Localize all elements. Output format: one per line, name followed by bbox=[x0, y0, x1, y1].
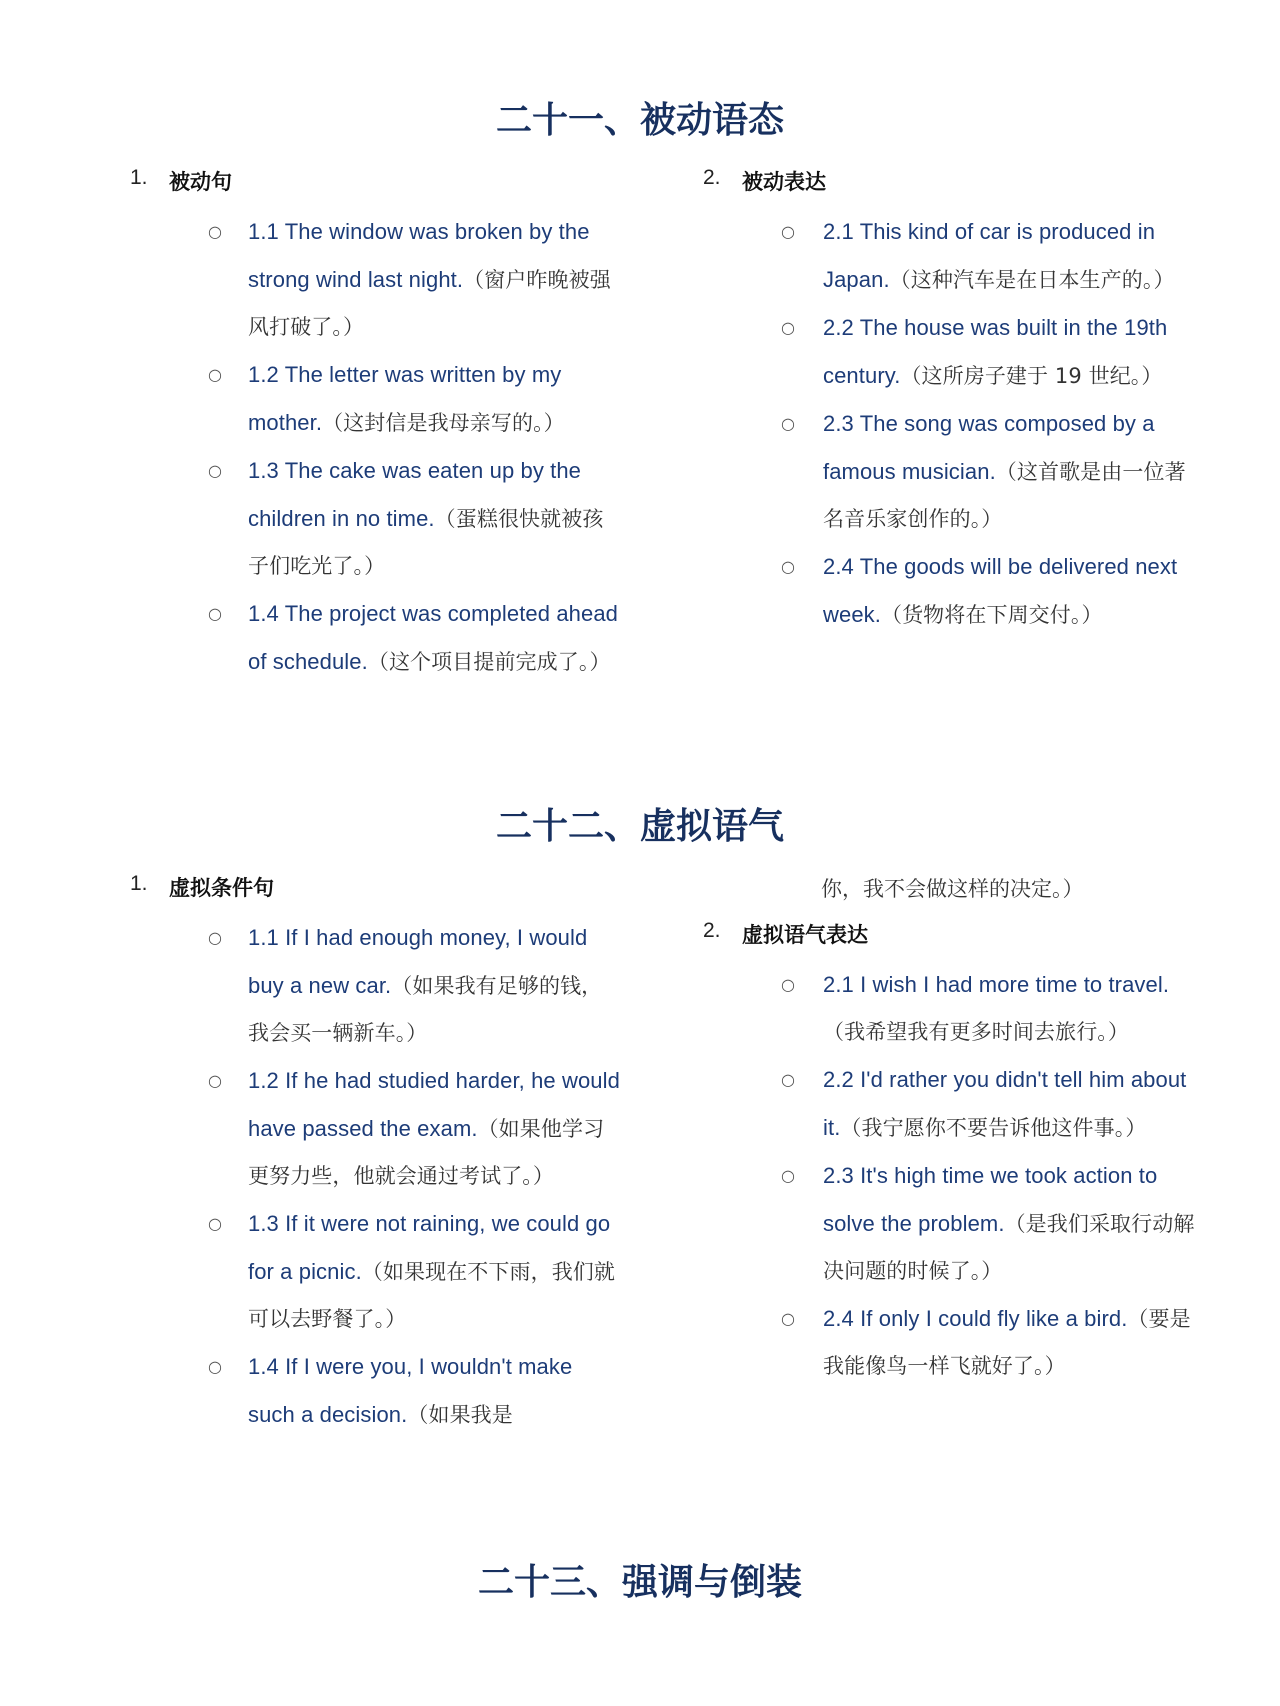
chinese-translation: （货物将在下周交付。） bbox=[880, 603, 1103, 627]
category-number: 2. bbox=[703, 166, 721, 189]
category-number: 1. bbox=[130, 872, 148, 895]
english-sentence: 2.4 If only I could fly like a bird. bbox=[823, 1306, 1128, 1331]
chinese-translation: （是我们采取行动解决问题的时候了。） bbox=[823, 1212, 1195, 1283]
circle-bullet-icon: ○ bbox=[208, 1357, 222, 1376]
circle-bullet-icon: ○ bbox=[208, 604, 222, 623]
chinese-translation: （这所房子建于 19 世纪。） bbox=[900, 364, 1163, 388]
english-sentence: 2.4 The goods will be delivered next week. bbox=[823, 554, 1178, 627]
chinese-translation: 你，我不会做这样的决定。） bbox=[821, 877, 1084, 901]
category-heading bbox=[703, 913, 1223, 959]
english-sentence: 1.1 The window was broken by the strong wind last night. bbox=[248, 219, 590, 292]
chinese-translation: （这封信是我母亲写的。） bbox=[322, 411, 565, 435]
category-label: 被动句 bbox=[169, 170, 232, 194]
category-number: 1. bbox=[130, 166, 148, 189]
chinese-translation: （要是我能像鸟一样飞就好了。） bbox=[823, 1307, 1191, 1378]
circle-bullet-icon: ○ bbox=[781, 1166, 795, 1185]
section-title: 二十三、强调与倒装 bbox=[477, 1562, 802, 1603]
circle-bullet-icon: ○ bbox=[781, 1309, 795, 1328]
category-label: 虚拟条件句 bbox=[169, 876, 274, 900]
list-item bbox=[130, 1057, 620, 1200]
circle-bullet-icon: ○ bbox=[781, 975, 795, 994]
category-label: 虚拟语气表达 bbox=[742, 923, 868, 947]
section-21-left-column bbox=[130, 160, 650, 686]
english-sentence: 2.1 This kind of car is produced in Japan. bbox=[823, 219, 1156, 292]
circle-bullet-icon: ○ bbox=[781, 557, 795, 576]
section-22-right-column bbox=[703, 866, 1223, 1390]
continued-translation bbox=[703, 866, 1193, 913]
chinese-translation: （这种汽车是在日本生产的。） bbox=[889, 268, 1175, 292]
english-sentence: 1.4 The project was completed ahead of schedule. bbox=[248, 601, 618, 674]
english-sentence: 1.3 The cake was eaten up by the children in no time. bbox=[248, 458, 582, 531]
circle-bullet-icon: ○ bbox=[208, 1214, 222, 1233]
english-sentence: 2.1 I wish I had more time to travel. bbox=[823, 972, 1170, 997]
list-item bbox=[703, 400, 1195, 543]
list-item bbox=[703, 961, 1195, 1056]
list-item bbox=[703, 1295, 1195, 1390]
list-item bbox=[703, 1056, 1195, 1152]
list-item bbox=[703, 304, 1195, 400]
category-number: 2. bbox=[703, 919, 721, 942]
chinese-translation: （这个项目提前完成了。） bbox=[367, 650, 611, 674]
circle-bullet-icon: ○ bbox=[208, 461, 222, 480]
list-item bbox=[130, 1200, 620, 1343]
list-item bbox=[703, 208, 1195, 304]
english-sentence: 1.3 If it were not raining, we could go for a picnic. bbox=[248, 1211, 611, 1284]
english-sentence: 1.1 If I had enough money, I would buy a new car. bbox=[248, 925, 588, 998]
section-22-left-column bbox=[130, 866, 650, 1439]
chinese-translation: （如果我是 bbox=[407, 1403, 513, 1427]
circle-bullet-icon: ○ bbox=[781, 414, 795, 433]
list-item bbox=[130, 1343, 620, 1439]
chinese-translation: （我希望我有更多时间去旅行。） bbox=[823, 1020, 1129, 1044]
list-item bbox=[130, 590, 620, 686]
category-heading bbox=[130, 866, 650, 912]
section-21-right-column bbox=[703, 160, 1223, 639]
circle-bullet-icon: ○ bbox=[208, 1071, 222, 1090]
english-sentence: 2.2 The house was built in the 19th century. bbox=[823, 315, 1168, 388]
list-item bbox=[130, 208, 620, 351]
list-item bbox=[130, 914, 620, 1057]
list-item bbox=[130, 447, 620, 590]
chinese-translation: （窗户昨晚被强风打破了。） bbox=[248, 268, 611, 339]
chinese-translation: （如果现在不下雨，我们就可以去野餐了。） bbox=[248, 1260, 615, 1331]
circle-bullet-icon: ○ bbox=[208, 365, 222, 384]
english-sentence: 2.2 I'd rather you didn't tell him about it. bbox=[823, 1067, 1187, 1140]
english-sentence: 2.3 It's high time we took action to solve the problem. bbox=[823, 1163, 1158, 1236]
list-item bbox=[703, 1152, 1195, 1295]
category-heading bbox=[703, 160, 1223, 206]
english-sentence: 1.2 The letter was written by my mother. bbox=[248, 362, 562, 435]
section-title: 二十二、虚拟语气 bbox=[495, 806, 784, 847]
english-sentence: 2.3 The song was composed by a famous musician. bbox=[823, 411, 1155, 484]
list-item bbox=[703, 543, 1195, 639]
circle-bullet-icon: ○ bbox=[781, 222, 795, 241]
chinese-translation: （我宁愿你不要告诉他这件事。） bbox=[840, 1116, 1147, 1140]
category-heading bbox=[130, 160, 650, 206]
chinese-translation: （如果我有足够的钱，我会买一辆新车。） bbox=[248, 974, 603, 1045]
english-sentence: 1.4 If I were you, I wouldn't make such a decision. bbox=[248, 1354, 573, 1427]
chinese-translation: （这首歌是由一位著名音乐家创作的。） bbox=[823, 460, 1186, 531]
english-sentence: 1.2 If he had studied harder, he would have passed the exam. bbox=[248, 1068, 620, 1141]
category-label: 被动表达 bbox=[742, 170, 826, 194]
list-item bbox=[130, 351, 620, 447]
circle-bullet-icon: ○ bbox=[208, 222, 222, 241]
circle-bullet-icon: ○ bbox=[781, 1070, 795, 1089]
circle-bullet-icon: ○ bbox=[781, 318, 795, 337]
circle-bullet-icon: ○ bbox=[208, 928, 222, 947]
chinese-translation: （蛋糕很快就被孩子们吃光了。） bbox=[248, 507, 604, 578]
chinese-translation: （如果他学习更努力些，他就会通过考试了。） bbox=[248, 1117, 605, 1188]
section-title: 二十一、被动语态 bbox=[495, 100, 784, 141]
